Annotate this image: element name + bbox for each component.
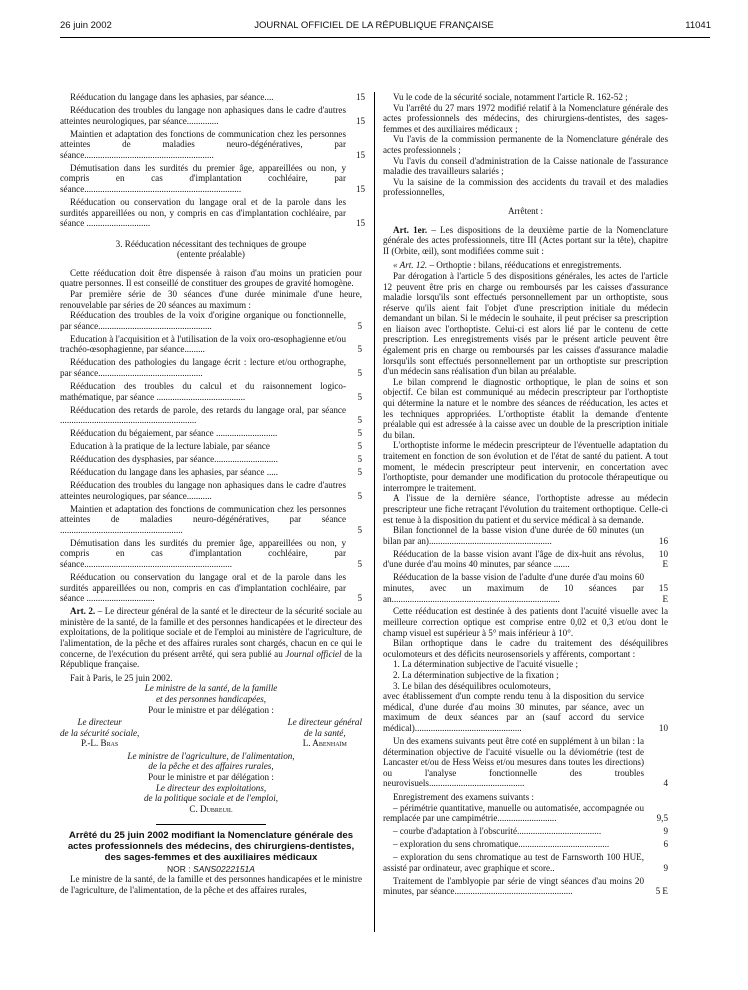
list-item: Démutisation dans les surdités du premier âge, appareillées ou non, y compris en cas d'implantation cochléaire, par séance................................................................. 5	[60, 537, 362, 570]
list-item: Démutisation dans les surdités du premier âge, appareillées ou non, y compris en cas d'implantation cochléaire, par séance..................................................................... 15	[60, 162, 366, 194]
list-item: Education à la pratique de la lecture labiale, par séance 5	[70, 441, 362, 452]
separator	[156, 824, 266, 825]
paragraph: Cette rééducation doit être dispensée à raison d'au moins un praticien pour quatre personnes. Il est conseillé de constituer des groupes de gravité homogène.	[60, 267, 362, 289]
article-12: « Art. 12. – Orthoptie : bilans, rééducations et enregistrements.	[393, 260, 622, 271]
list-item: Rééducation des troubles du langage non aphasiques dans le cadre d'autres atteintes neurologiques, par séance........... 5	[60, 480, 362, 501]
signature-right: Le directeur général de la santé, L. Abenhaïm	[287, 717, 362, 749]
list-item: Rééducation des dysphasies, par séance............................ 5	[70, 454, 362, 465]
list-item: 2. La détermination subjective de la fixation ;	[393, 670, 559, 681]
list-item: Rééducation des troubles du langage non aphasiques dans le cadre d'autres atteintes neurologiques, par séance.............. 15	[60, 104, 366, 126]
paragraph: Par première série de 30 séances d'une durée minimale d'une heure, renouvelable par séries de 20 séances au maximum :	[60, 289, 362, 310]
header-rule	[60, 37, 710, 38]
list-item: 3. Le bilan des déséquilibres oculomoteurs,	[393, 680, 551, 691]
delegation-line: Pour le ministre et par délégation :	[148, 704, 274, 715]
signatory-name: L. Abenhaïm	[302, 738, 347, 749]
list-item: Un des examens suivants peut être coté en supplément à un bilan : la détermination objective de l'acuité visuelle ou la déviométrie (test de Lancaster et/ou de Hess Weiss et/ou mesures dans toutes les directions) ou l'analyse fonctionnelle des troubles neurovisuels.......................................... 4	[383, 736, 668, 789]
list-item: Rééducation ou conservation du langage oral et de la parole dans les surdités appareillées ou non, compris en cas d'implantation cochléaire, par séance .............................. 5	[60, 572, 362, 604]
list-item: Rééducation ou conservation du langage oral et de la parole dans les surdités appareillées ou non, y compris en cas d'implantation cochléaire, par séance ............................ 15	[60, 196, 366, 229]
minister-title: et des personnes handicapées,	[155, 693, 267, 704]
section-subtitle: (entente préalable)	[177, 249, 245, 260]
vu-item: Vu l'avis du conseil d'administration de la Caisse nationale de l'assurance maladie des travailleurs salariés ;	[383, 155, 668, 177]
signatory-name: P.-L. Bras	[81, 738, 119, 749]
signature-left: Le directeur de la sécurité sociale, P.-L. Bras	[60, 717, 140, 749]
list-item: Rééducation des troubles du calcul et du raisonnement logico-mathématique, par séance ....................................... 5	[60, 380, 362, 402]
list-item: Rééducation de la basse vision avant l'âge de dix-huit ans révolus, d'une durée d'au moins 40 minutes, par séance ....... 10 E	[383, 548, 668, 570]
group-items	[60, 310, 362, 604]
list-item: Rééducation du langage dans les aphasies, par séance ..... 5	[70, 467, 362, 478]
list-item: – périmétrie quantitative, manuelle ou automatisée, accompagnée ou remplacée par une campimétrie.......................... 9,5	[383, 802, 668, 824]
paragraph: A l'issue de la dernière séance, l'orthoptiste adresse au médecin prescripteur une fiche retraçant l'évolution du traitement orthoptique. Celle-ci est tenue à la disposition du patient et du service médical à sa demande.	[383, 493, 668, 525]
nor-reference: NOR : SANS0222151A	[167, 863, 255, 874]
page-number: 11041	[685, 20, 711, 31]
paragraph: L'orthoptiste informe le médecin prescripteur de l'éventuelle adaptation du traitement en fonction de son évolution et de l'état de santé du patient. A tout moment, le médecin prescripteur peut intervenir, en concertation avec l'orthoptiste, pour demander une modification du protocole thérapeutique ou interrompre le traitement.	[383, 440, 668, 493]
list-item: Education à l'acquisition et à l'utilisation de la voix oro-œsophagienne et/ou trachéo-œsophagienne, par séance......... 5	[60, 333, 362, 355]
minister-title: Le ministre de l'agriculture, de l'alimentation,	[127, 750, 295, 761]
header-date: 26 juin 2002	[60, 20, 112, 31]
list-item: 1. La détermination subjective de l'acuité visuelle ;	[393, 659, 578, 670]
list-item: Rééducation des retards de parole, des retards du langage oral, par séance ............................................................ 5	[60, 404, 362, 426]
arretent-heading: Arrêtent :	[507, 205, 544, 216]
list-item: Bilan fonctionnel de la basse vision d'une durée de 60 minutes (un bilan par an)...................................................... 16	[383, 525, 668, 546]
minister-title: Le ministre de la santé, de la famille	[144, 683, 278, 694]
list-item: – exploration du sens chromatique........................................ 6	[393, 839, 668, 850]
list-item: – courbe d'adaptation à l'obscurité..................................... 9	[393, 826, 668, 837]
delegation-line: Pour le ministre et par délégation :	[148, 772, 274, 783]
signatory-name: C. Dubreuil	[189, 803, 233, 814]
list-item: – exploration du sens chromatique au test de Farnsworth 100 HUE, assisté par ordinateur, avec graphique et score.. 9	[383, 852, 668, 873]
paragraph: Par dérogation à l'article 5 des dispositions générales, les actes de l'article 12 peuvent être pris en charge ou remboursés par les caisses d'assurance maladie lorsqu'ils sont effectués personnellement par un orthoptiste, sous réserve qu'ils aient fait l'objet d'une prescription initiale du médecin demandant un bilan. Si le médecin le souhaite, il peut préciser sa prescription en liaison avec l'orthoptiste. Celui-ci est alors lié par le contenu de cette prescription. Les enregistrements visés par le présent article peuvent être également pris en charge ou remboursés par les caisses d'assurance maladie lorsqu'ils sont effectués personnellement par un orthoptiste sur prescription d'un médecin sans réalisation d'un bilan au préalable.	[383, 270, 668, 377]
list-item: Rééducation du langage dans les aphasies, par séance.... 15	[70, 92, 366, 102]
list-item: Maintien et adaptation des fonctions de communication chez les personnes atteintes de maladies neuro-dégénératives, par séance......................................................... 15	[60, 128, 366, 160]
left-column	[60, 92, 366, 896]
director-title: Le directeur des exploitations,	[155, 782, 267, 793]
top-items	[60, 92, 366, 229]
header-title: JOURNAL OFFICIEL DE LA RÉPUBLIQUE FRANÇAISE	[254, 20, 494, 31]
paragraph: Cette rééducation est destinée à des patients dont l'acuité visuelle avec la meilleure correction optique est comprise entre 0,02 et 0,3 et/ou dont le champ visuel est supérieur à 5° mais inférieur à 10°.	[383, 606, 668, 638]
column-divider	[374, 92, 375, 932]
vu-item: Vu le code de la sécurité sociale, notamment l'article R. 162-52 ;	[393, 92, 628, 102]
date-line: Fait à Paris, le 25 juin 2002.	[70, 672, 173, 683]
article-1: Art. 1er. – Les dispositions de la deuxième partie de la Nomenclature générale des actes professionnels, titre III (Actes portant sur la tête), chapitre II (Orbite, œil), sont modifiées comme suit :	[383, 224, 668, 256]
paragraph: Le bilan comprend le diagnostic orthoptique, le plan de soins et son objectif. Ce bilan est communiqué au médecin prescripteur par l'orthoptiste qui détermine la nature et le nombre des séances de rééducation, les actes et les techniques appropriées. L'orthoptiste établit la demande d'entente préalable qui est adressée à la caisse avec un double de la prescription initiale du bilan.	[383, 376, 668, 440]
vu-item: Vu l'avis de la commission permanente de la Nomenclature générale des actes professionnels ;	[383, 134, 668, 155]
paragraph: Bilan orthoptique dans le cadre du traitement des déséquilibres oculomoteurs et des déficits neurosensoriels y afférents, comportant :	[383, 638, 668, 659]
paragraph: Le ministre de la santé, de la famille et des personnes handicapées et le ministre de l'agriculture, de l'alimentation, de la pêche et des affaires rurales,	[60, 874, 362, 896]
list-item: Rééducation des troubles de la voix d'origine organique ou fonctionnelle, par séance.................................................. 5	[60, 310, 362, 331]
article-2: Art. 2. – Le directeur général de la santé et le directeur de la sécurité sociale au ministère de la santé, de la famille et des personnes handicapées et le directeur des exploitations, de la politique sociale et de l'emploi au ministère de l'agriculture, de l'alimentation, de la pêche et des affaires rurales sont chargés, chacun en ce qui le concerne, de l'exécution du présent arrêté, qui sera publié au Journal officiel de la République française.	[60, 606, 363, 670]
section-title: 3. Rééducation nécessitant des techniques de groupe	[115, 238, 307, 249]
journal-officiel-link: Journal officiel	[285, 648, 342, 659]
list-item: Traitement de l'amblyopie par série de vingt séances d'au moins 20 minutes, par séance.................................................... 5 E	[383, 875, 668, 897]
list-item: Maintien et adaptation des fonctions de communication chez les personnes atteintes de maladies neuro-dégénératives, par séance ...................................................... 5	[60, 503, 362, 535]
list-item: Rééducation de la basse vision de l'adulte d'une durée d'au moins 60 minutes, avec un maximum de 10 séances par an.......................................................................... 15 E	[383, 572, 668, 604]
article-2-label: Art. 2.	[70, 606, 96, 617]
signatures	[60, 717, 362, 749]
vu-item: Vu l'arrêté du 27 mars 1972 modifié relatif à la Nomenclature générale des actes professionnels des médecins, des chirurgiens-dentistes, des sages-femmes et des auxiliaires médicaux ;	[383, 102, 668, 134]
list-item: Rééducation des pathologies du langage écrit : lecture et/ou orthographe, par séance.............................................. 5	[60, 357, 362, 378]
list-item: avec établissement d'un compte rendu tenu à la disposition du service médical, d'une durée d'au moins 30 minutes, par séance, avec un maximum de deux séances par an (sauf accord du service médical)............................................... 10	[383, 691, 668, 734]
decree-title: Arrêté du 25 juin 2002 modifiant la Nomenclature générale des actes professionnels des médecins, des chirurgiens-dentistes, des sages-femmes et des auxiliaires médicaux	[67, 830, 355, 864]
director-title: de la politique sociale et de l'emploi,	[143, 793, 279, 804]
minister-title: de la pêche et des affaires rurales,	[148, 761, 274, 772]
list-item: Rééducation du bégaiement, par séance ........................... 5	[70, 428, 362, 439]
page-header	[0, 20, 748, 34]
vu-item: Vu la saisine de la commission des accidents du travail et des maladies professionnelles,	[383, 176, 668, 198]
right-column	[383, 92, 668, 899]
paragraph: Enregistrement des examens suivants :	[393, 791, 534, 802]
